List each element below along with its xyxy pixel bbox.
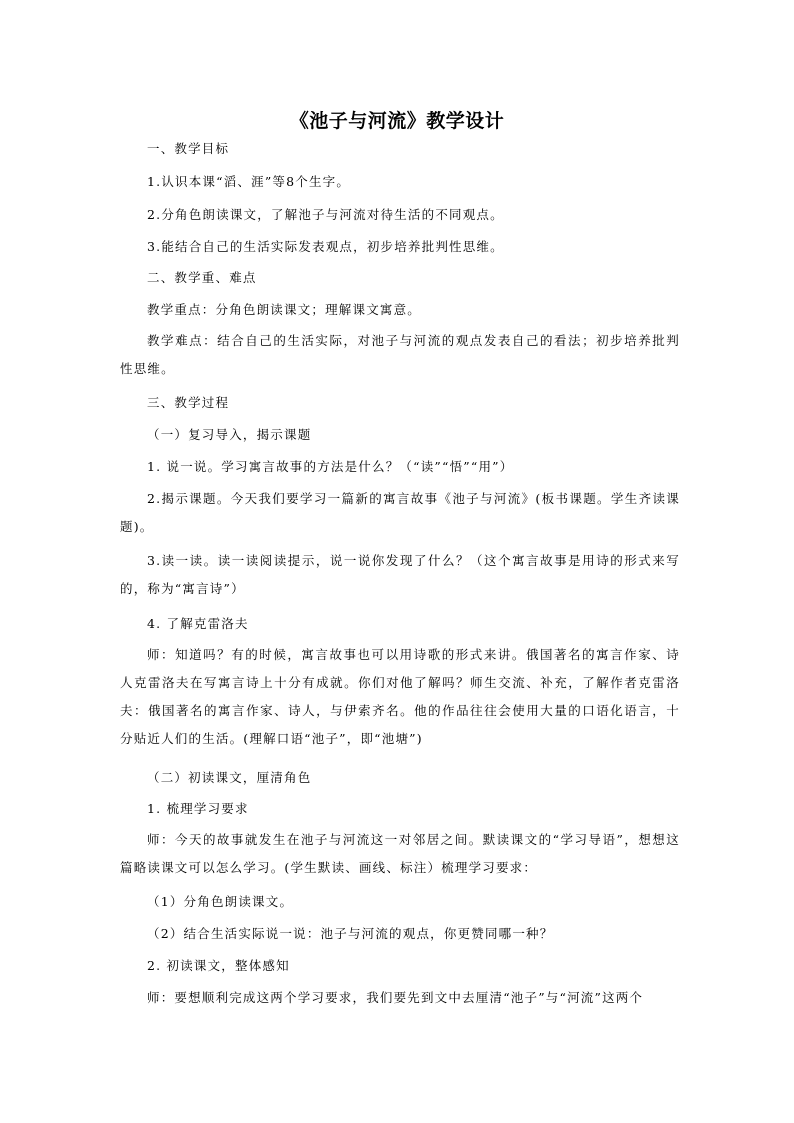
document-title: 《池子与河流》教学设计 xyxy=(289,110,505,132)
step-read: 3.读一读。读一读阅读提示，说一说你发现了什么？（这个寓言故事是用诗的形式来写的，称为“寓言诗”） xyxy=(120,553,680,596)
requirement-2: （2）结合生活实际说一说：池子与河流的观点，你更赞同哪一种？ xyxy=(147,926,554,941)
teacher-clarify-roles: 师：要想顺利完成这两个学习要求，我们要先到文中去厘清“池子”与“河流”这两个 xyxy=(147,990,644,1005)
heading-teaching-process: 三、教学过程 xyxy=(147,395,230,410)
goal-3: 3.能结合自己的生活实际发表观点，初步培养批判性思维。 xyxy=(147,239,504,254)
step-first-reading: 2. 初读课文，整体感知 xyxy=(147,958,290,973)
goal-1: 1.认识本课“滔、涯”等8个生字。 xyxy=(147,174,351,189)
difficult-point: 教学难点：结合自己的生活实际，对池子与河流的观点发表自己的看法；初步培养批判性思维。 xyxy=(120,333,680,376)
step-reveal-topic: 2.揭示课题。今天我们要学习一篇新的寓言故事《池子与河流》(板书课题。学生齐读课题)。 xyxy=(120,491,680,534)
step-sort-requirements: 1. 梳理学习要求 xyxy=(147,801,249,816)
step-say: 1. 说一说。学习寓言故事的方法是什么？（“读”“悟”“用”） xyxy=(147,459,514,474)
section-review-intro: （一）复习导入，揭示课题 xyxy=(147,427,312,442)
heading-teaching-goals: 一、教学目标 xyxy=(147,141,230,156)
teacher-krylov-intro: 师：知道吗？有的时候，寓言故事也可以用诗歌的形式来讲。俄国著名的寓言作家、诗人克雷洛夫在写寓言诗上十分有成就。你们对他了解吗？师生交流、补充，了解作者克雷洛夫：俄国著名的寓言作家、诗人，与伊索齐名。他的作品往往会使用大量的口语化语言，十分贴近人们的生活。(理解口语“池子”，即“池塘”) xyxy=(120,647,680,746)
teacher-requirements: 师：今天的故事就发生在池子与河流这一对邻居之间。默读课文的“学习导语”，想想这篇略读课文可以怎么学习。(学生默读、画线、标注）梳理学习要求： xyxy=(120,832,680,875)
goal-2: 2.分角色朗读课文，了解池子与河流对待生活的不同观点。 xyxy=(147,207,504,222)
heading-key-points: 二、教学重、难点 xyxy=(147,270,257,285)
section-first-reading: （二）初读课文，厘清角色 xyxy=(147,770,312,785)
requirement-1: （1）分角色朗读课文。 xyxy=(147,894,294,909)
key-point: 教学重点：分角色朗读课文；理解课文寓意。 xyxy=(147,302,422,317)
step-learn-krylov: 4. 了解克雷洛夫 xyxy=(147,616,249,631)
